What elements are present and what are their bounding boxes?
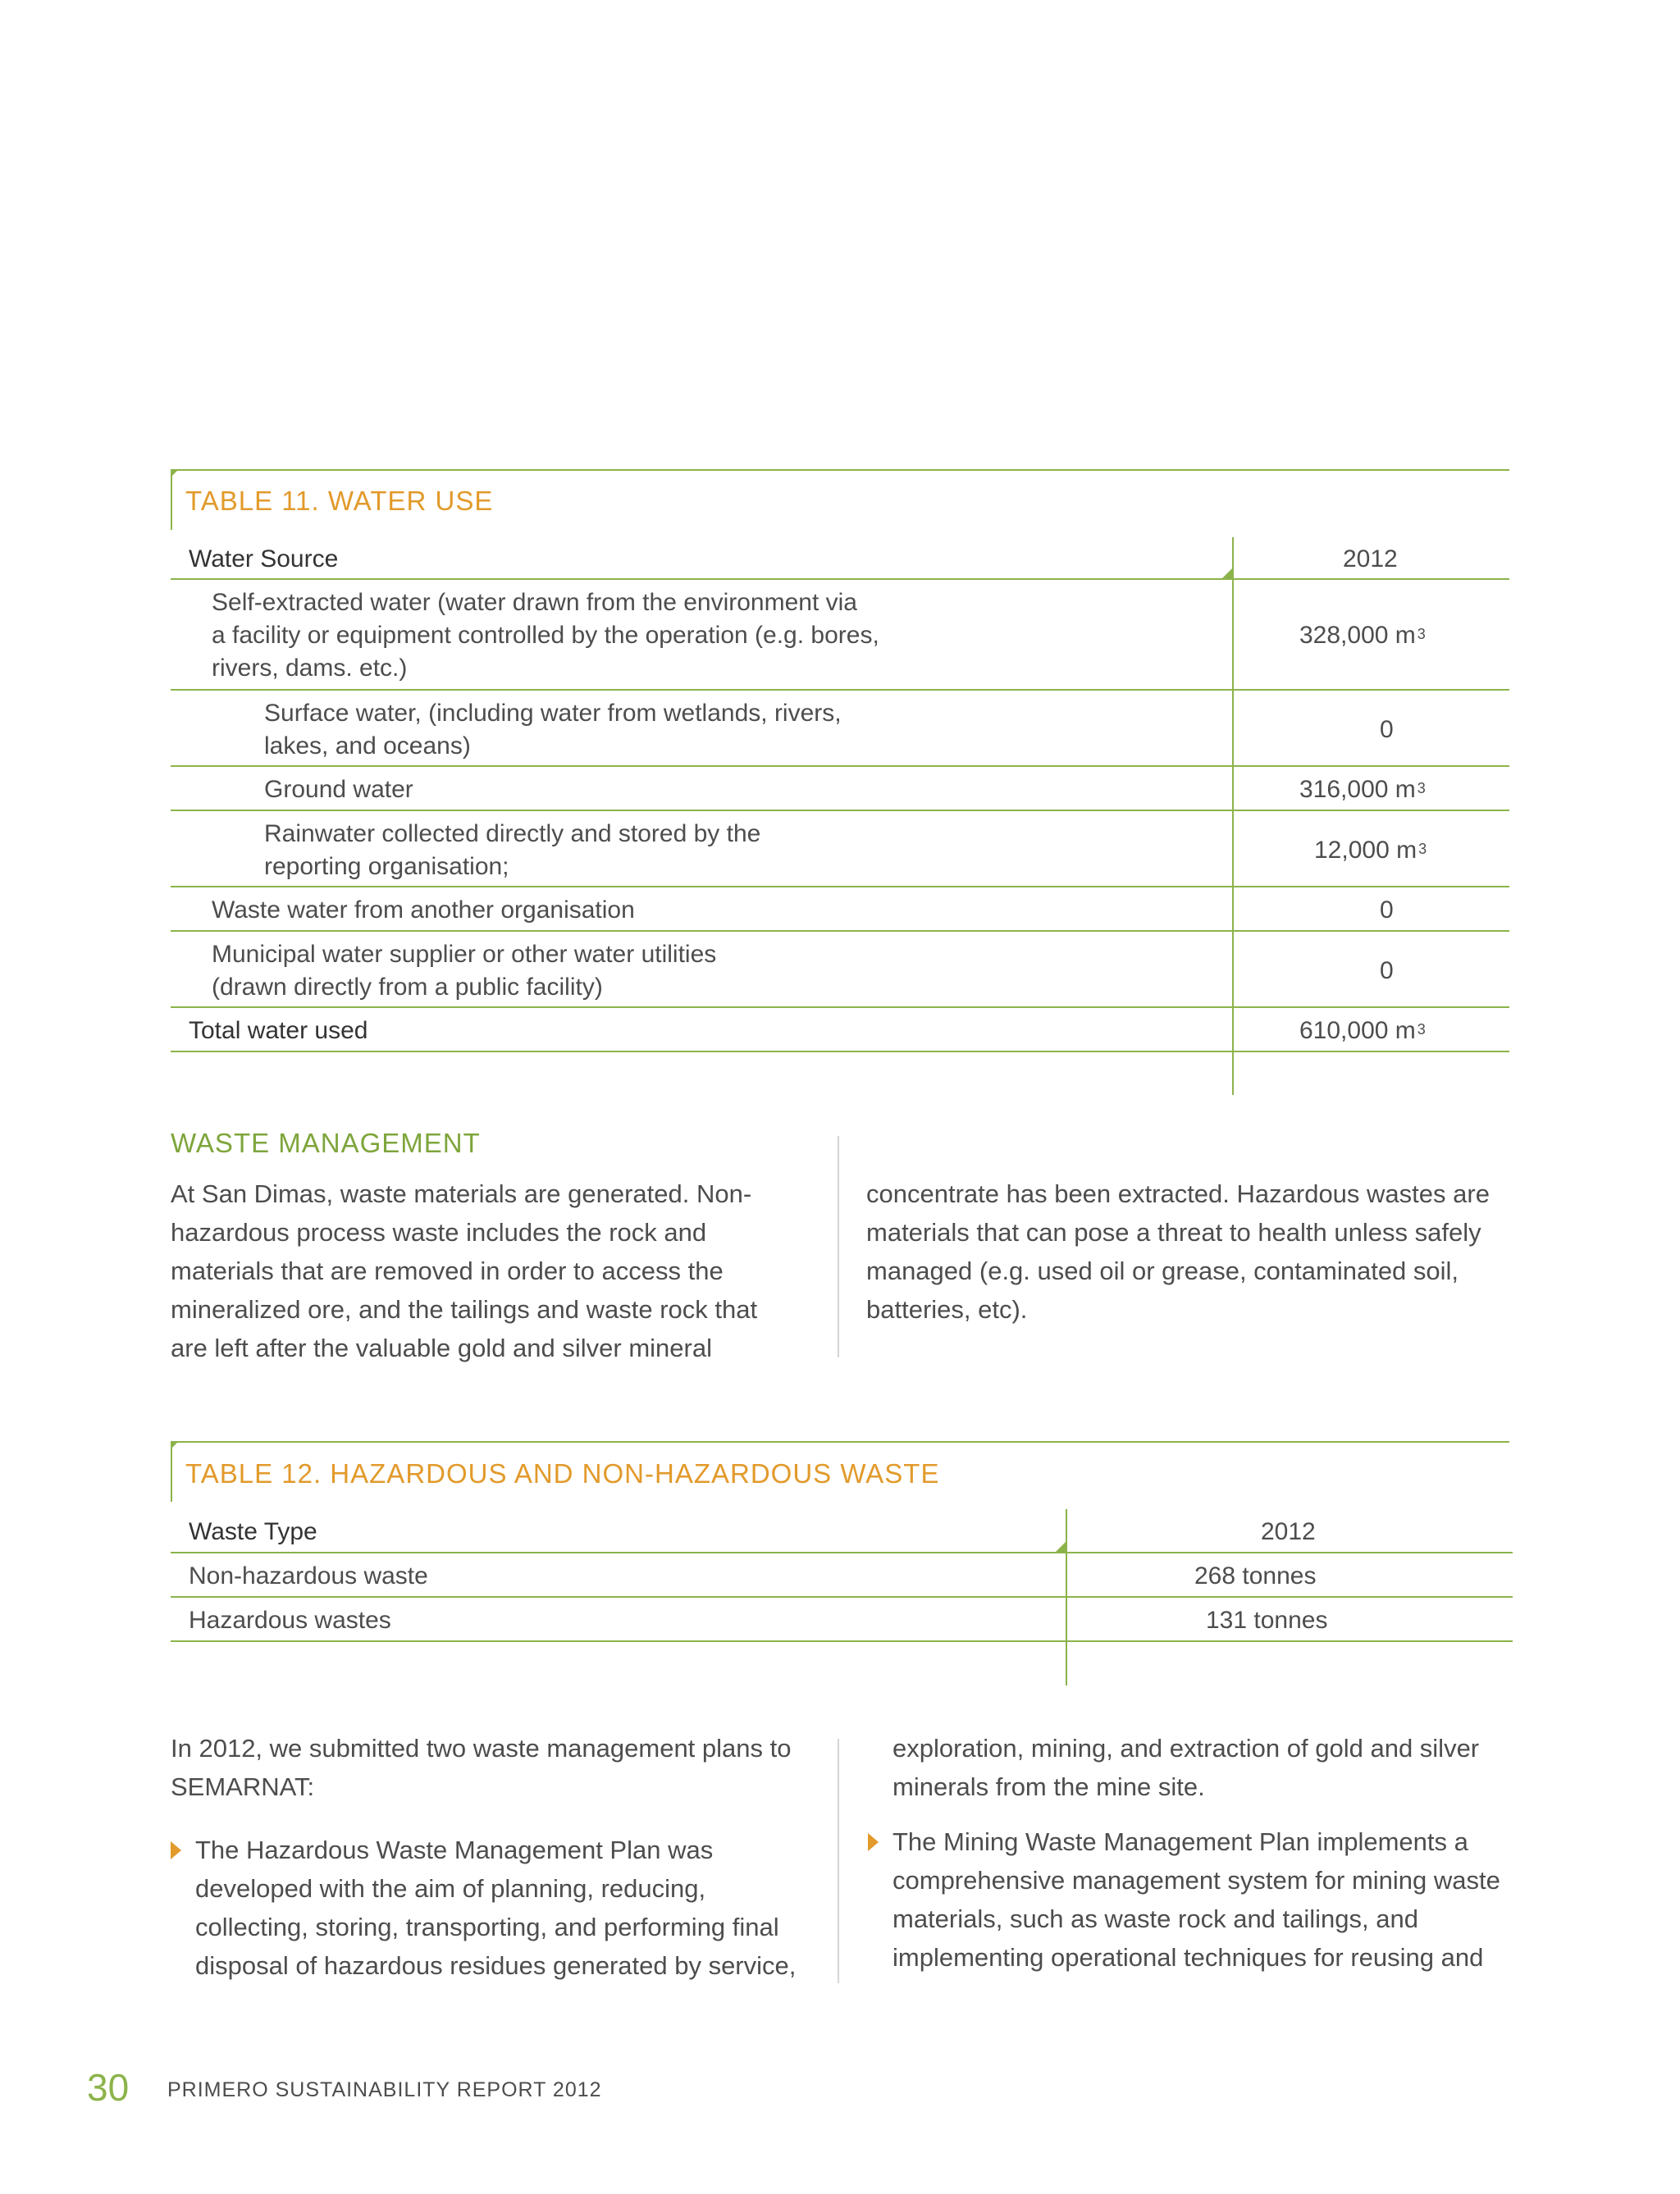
table-12-row-hazardous-label: Hazardous wastes (189, 1607, 391, 1634)
table-11-row-rainwater-label: Rainwater collected directly and stored by the reporting organisation; (264, 820, 761, 880)
table-12-header-year: 2012 (1261, 1518, 1316, 1545)
table-11-header-rule (171, 578, 1509, 580)
table-12-title: TABLE 12. HAZARDOUS AND NON-HAZARDOUS WASTE (185, 1458, 940, 1489)
waste-plans-intro: In 2012, we submitted two waste management plans to SEMARNAT: (171, 1734, 792, 1801)
table-11-row-waste-water-value: 0 (1380, 896, 1394, 924)
table-11-row-municipal-value: 0 (1380, 957, 1394, 984)
waste-management-column-2: concentrate has been extracted. Hazardous wastes are materials that can pose a threat to health unless safely managed (e.g. used oil or grease, contaminated soil, batteries, etc). (866, 1179, 1490, 1324)
table-12-header-rule (171, 1552, 1513, 1553)
table-12-row-non-hazardous-label: Non-hazardous waste (189, 1562, 428, 1590)
table-11-title: TABLE 11. WATER USE (185, 486, 494, 516)
table-11-row-rule (171, 886, 1509, 887)
table-11-header-year: 2012 (1343, 545, 1398, 572)
table-11-bottom-rule (171, 1051, 1509, 1052)
table-11-row-rainwater-value: 12,000 m $^3$ (1314, 837, 1427, 864)
table-11-row-rule (171, 689, 1509, 691)
table-11-row-waste-water-label: Waste water from another organisation (212, 896, 635, 924)
table-11-row-self-extracted-value: 328,000 m $^3$ (1299, 622, 1426, 649)
table-11-row-ground-water-label: Ground water (264, 776, 413, 803)
table-11-row-ground-water-value: 316,000 m $^3$ (1299, 776, 1426, 803)
column-divider (838, 1136, 839, 1357)
table-11-row-rule (171, 930, 1509, 932)
table-11-row-municipal-label: Municipal water supplier or other water utilities (drawn directly from a public facility) (212, 941, 717, 1001)
hazardous-plan-bullet: The Hazardous Waste Management Plan was developed with the aim of planning, reducing, collecting, storing, transporting, and performing final disposal of hazardous residues generated by service, (195, 1836, 797, 1980)
table-12-divider-marker (1056, 1542, 1066, 1552)
waste-plans-column-2-continuation: exploration, mining, and extraction of gold and silver minerals from the mine site. (892, 1734, 1480, 1801)
table-11-row-rule (171, 810, 1509, 811)
column-divider (838, 1739, 839, 1983)
table-11-row-total-label: Total water used (189, 1017, 368, 1044)
bullet-arrow-icon (171, 1841, 181, 1859)
table-12-left-tick (171, 1441, 172, 1502)
table-11-row-total-value: 610,000 m $^3$ (1299, 1017, 1426, 1044)
table-12-row-non-hazardous-value: 268 tonnes (1194, 1562, 1317, 1590)
table-12-row-rule (171, 1596, 1513, 1598)
table-11-row-surface-water-label: Surface water, (including water from wetlands, rivers, lakes, and oceans) (264, 700, 842, 759)
mining-plan-bullet: The Mining Waste Management Plan implements a comprehensive management system for mining waste materials, such as waste rock and tailings, and implementing operational techniques for reusing and (892, 1827, 1500, 1972)
report-title: PRIMERO SUSTAINABILITY REPORT 2012 (167, 2078, 602, 2101)
table-11-left-tick (171, 469, 172, 530)
table-12-top-rule (171, 1441, 1509, 1443)
table-11-row-rule (171, 1006, 1509, 1008)
table-12-bottom-rule (171, 1640, 1513, 1642)
table-11-top-rule (171, 469, 1509, 471)
table-11-row-rule (171, 765, 1509, 767)
table-11-divider-marker (1222, 568, 1232, 578)
table-12-header-type: Waste Type (189, 1518, 317, 1545)
table-11-row-surface-water-value: 0 (1380, 716, 1394, 743)
waste-management-column-1: At San Dimas, waste materials are generated. Non-hazardous process waste includes the rock and materials that are removed in order to access the mineralized ore, and the tailings and waste rock that are left after the valuable gold and silver mineral (171, 1179, 758, 1362)
waste-management-heading: WASTE MANAGEMENT (171, 1128, 481, 1158)
table-11-header-source: Water Source (189, 545, 339, 572)
table-12-row-hazardous-value: 131 tonnes (1206, 1607, 1328, 1634)
table-11-column-divider (1232, 537, 1234, 1095)
table-11-row-self-extracted-label: Self-extracted water (water drawn from the environment via a facility or equipment controlled by the operation (e.g. bores, rivers, dams. etc.) (212, 589, 879, 682)
page-number: 30 (87, 2066, 130, 2109)
bullet-arrow-icon (868, 1833, 879, 1851)
